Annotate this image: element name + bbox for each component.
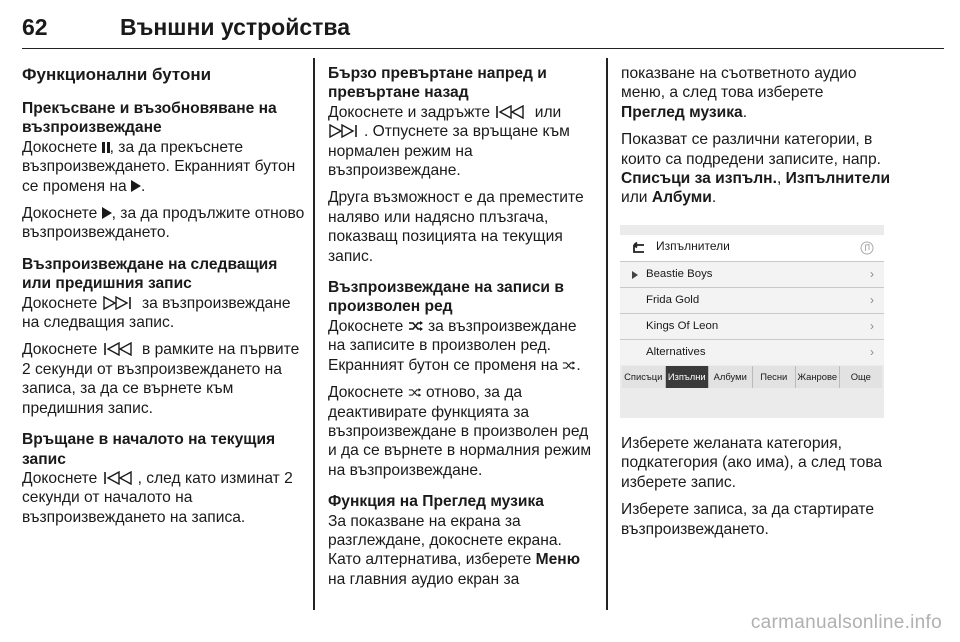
column-3-lower	[621, 434, 893, 547]
paragraph: Показват се различни категории, в които са подредени записите, напр. Списъци за изпълн., Изпълнители или Албуми.	[621, 131, 891, 207]
paragraph: За показване на екрана за разглеждане, докоснете екрана. Като алтернатива, изберете Меню на главния аудио екран за	[328, 512, 581, 588]
tab-albums[interactable]: Албуми	[709, 366, 753, 388]
subsection-title: Връщане в началото на текущия запис	[22, 431, 276, 468]
paragraph: Докоснете за възпроизвеждане на записите в произволен ред. Екранният бутон се променя на .	[328, 317, 581, 374]
page-number: 62	[22, 14, 48, 40]
rewind-icon	[494, 105, 530, 119]
chevron-right-icon: ›	[870, 293, 874, 307]
shuffle-active-icon	[562, 360, 576, 371]
column-divider	[606, 58, 608, 610]
next-track-icon	[102, 296, 138, 310]
tab-artists[interactable]: Изпълни	[666, 366, 710, 388]
paragraph: показване на съответното аудио меню, а след това изберете Преглед музика.	[621, 65, 857, 121]
column-2	[328, 64, 598, 597]
shuffle-icon	[408, 320, 424, 332]
paragraph: Докоснете отново, за да деактивирате функцията за възпроизвеждане в произволен ред и да се върнете в нормалния режим на възпроизвеждане.	[328, 384, 592, 479]
page-header	[22, 12, 944, 49]
previous-track-icon	[102, 342, 138, 356]
page-title: Външни устройства	[120, 14, 351, 40]
chevron-right-icon: ›	[870, 345, 874, 359]
fast-forward-icon	[328, 124, 364, 138]
list-item[interactable]: Frida Gold ›	[620, 287, 884, 313]
tab-more[interactable]: Още	[840, 366, 883, 388]
shuffle-active-icon	[408, 387, 422, 398]
paragraph: Докоснете и задръжте или . Отпуснете за връщане към нормален режим на възпроизвеждане.	[328, 103, 570, 180]
music-note-icon	[860, 241, 874, 255]
tab-genres[interactable]: Жанрове	[796, 366, 840, 388]
paragraph: Изберете желаната категория, подкатегория (ако има), а след това изберете запис.	[621, 435, 883, 491]
pause-icon	[102, 142, 105, 153]
list-item[interactable]: Kings Of Leon ›	[620, 313, 884, 339]
paragraph: Докоснете , за да прекъснете възпроизвеждането. Екранният бутон се променя на .	[22, 138, 296, 195]
tab-playlists[interactable]: Списъци	[622, 366, 666, 388]
play-icon	[102, 207, 112, 219]
list-item[interactable]: Beastie Boys ›	[620, 261, 884, 287]
watermark: carmanualsonline.info	[750, 612, 942, 633]
play-icon	[131, 180, 141, 192]
paragraph: Докоснете , за да продължите отново възпроизвеждането.	[22, 205, 305, 242]
screen-title-bar	[620, 235, 884, 261]
paragraph: Изберете записа, за да стартирате възпроизвеждането.	[621, 501, 875, 538]
column-3	[621, 64, 891, 216]
subsection-title: Прекъсване и възобновяване на възпроизвеждане	[22, 100, 277, 137]
category-tabs	[622, 366, 882, 388]
subsection-title: Възпроизвеждане на следващия или предишния запис	[22, 255, 278, 293]
column-1	[22, 64, 306, 535]
list-item[interactable]: Alternatives ›	[620, 339, 884, 365]
back-arrow-icon	[630, 242, 646, 254]
music-browse-screenshot	[620, 225, 884, 418]
subsection-title: Бързо превъртане напред и превъртане назад	[328, 65, 547, 102]
column-divider	[313, 58, 315, 610]
paragraph: Докоснете в рамките на първите 2 секунди от възпроизвеждането на записа, за да се върнете към предишния запис.	[22, 341, 300, 417]
paragraph: Докоснете , след като изминат 2 секунди от началото на възпроизвеждането на записа.	[22, 469, 293, 526]
chevron-right-icon: ›	[870, 267, 874, 281]
previous-track-icon	[102, 471, 138, 485]
section-heading: Функционални бутони	[22, 65, 212, 84]
tab-songs[interactable]: Песни	[753, 366, 797, 388]
subsection-title: Функция на Преглед музика	[328, 493, 544, 511]
paragraph: Докоснете за възпроизвеждане на следващия запис.	[22, 294, 291, 332]
play-indicator-icon	[632, 271, 638, 279]
chevron-right-icon: ›	[870, 319, 874, 333]
subsection-title: Възпроизвеждане на записи в произволен ред	[328, 279, 564, 316]
artist-list	[620, 261, 884, 365]
paragraph: Друга възможност е да преместите наляво или надясно плъзгача, показващ позицията на текущия запис.	[328, 189, 584, 265]
screen-title: Изпълнители	[656, 239, 730, 253]
